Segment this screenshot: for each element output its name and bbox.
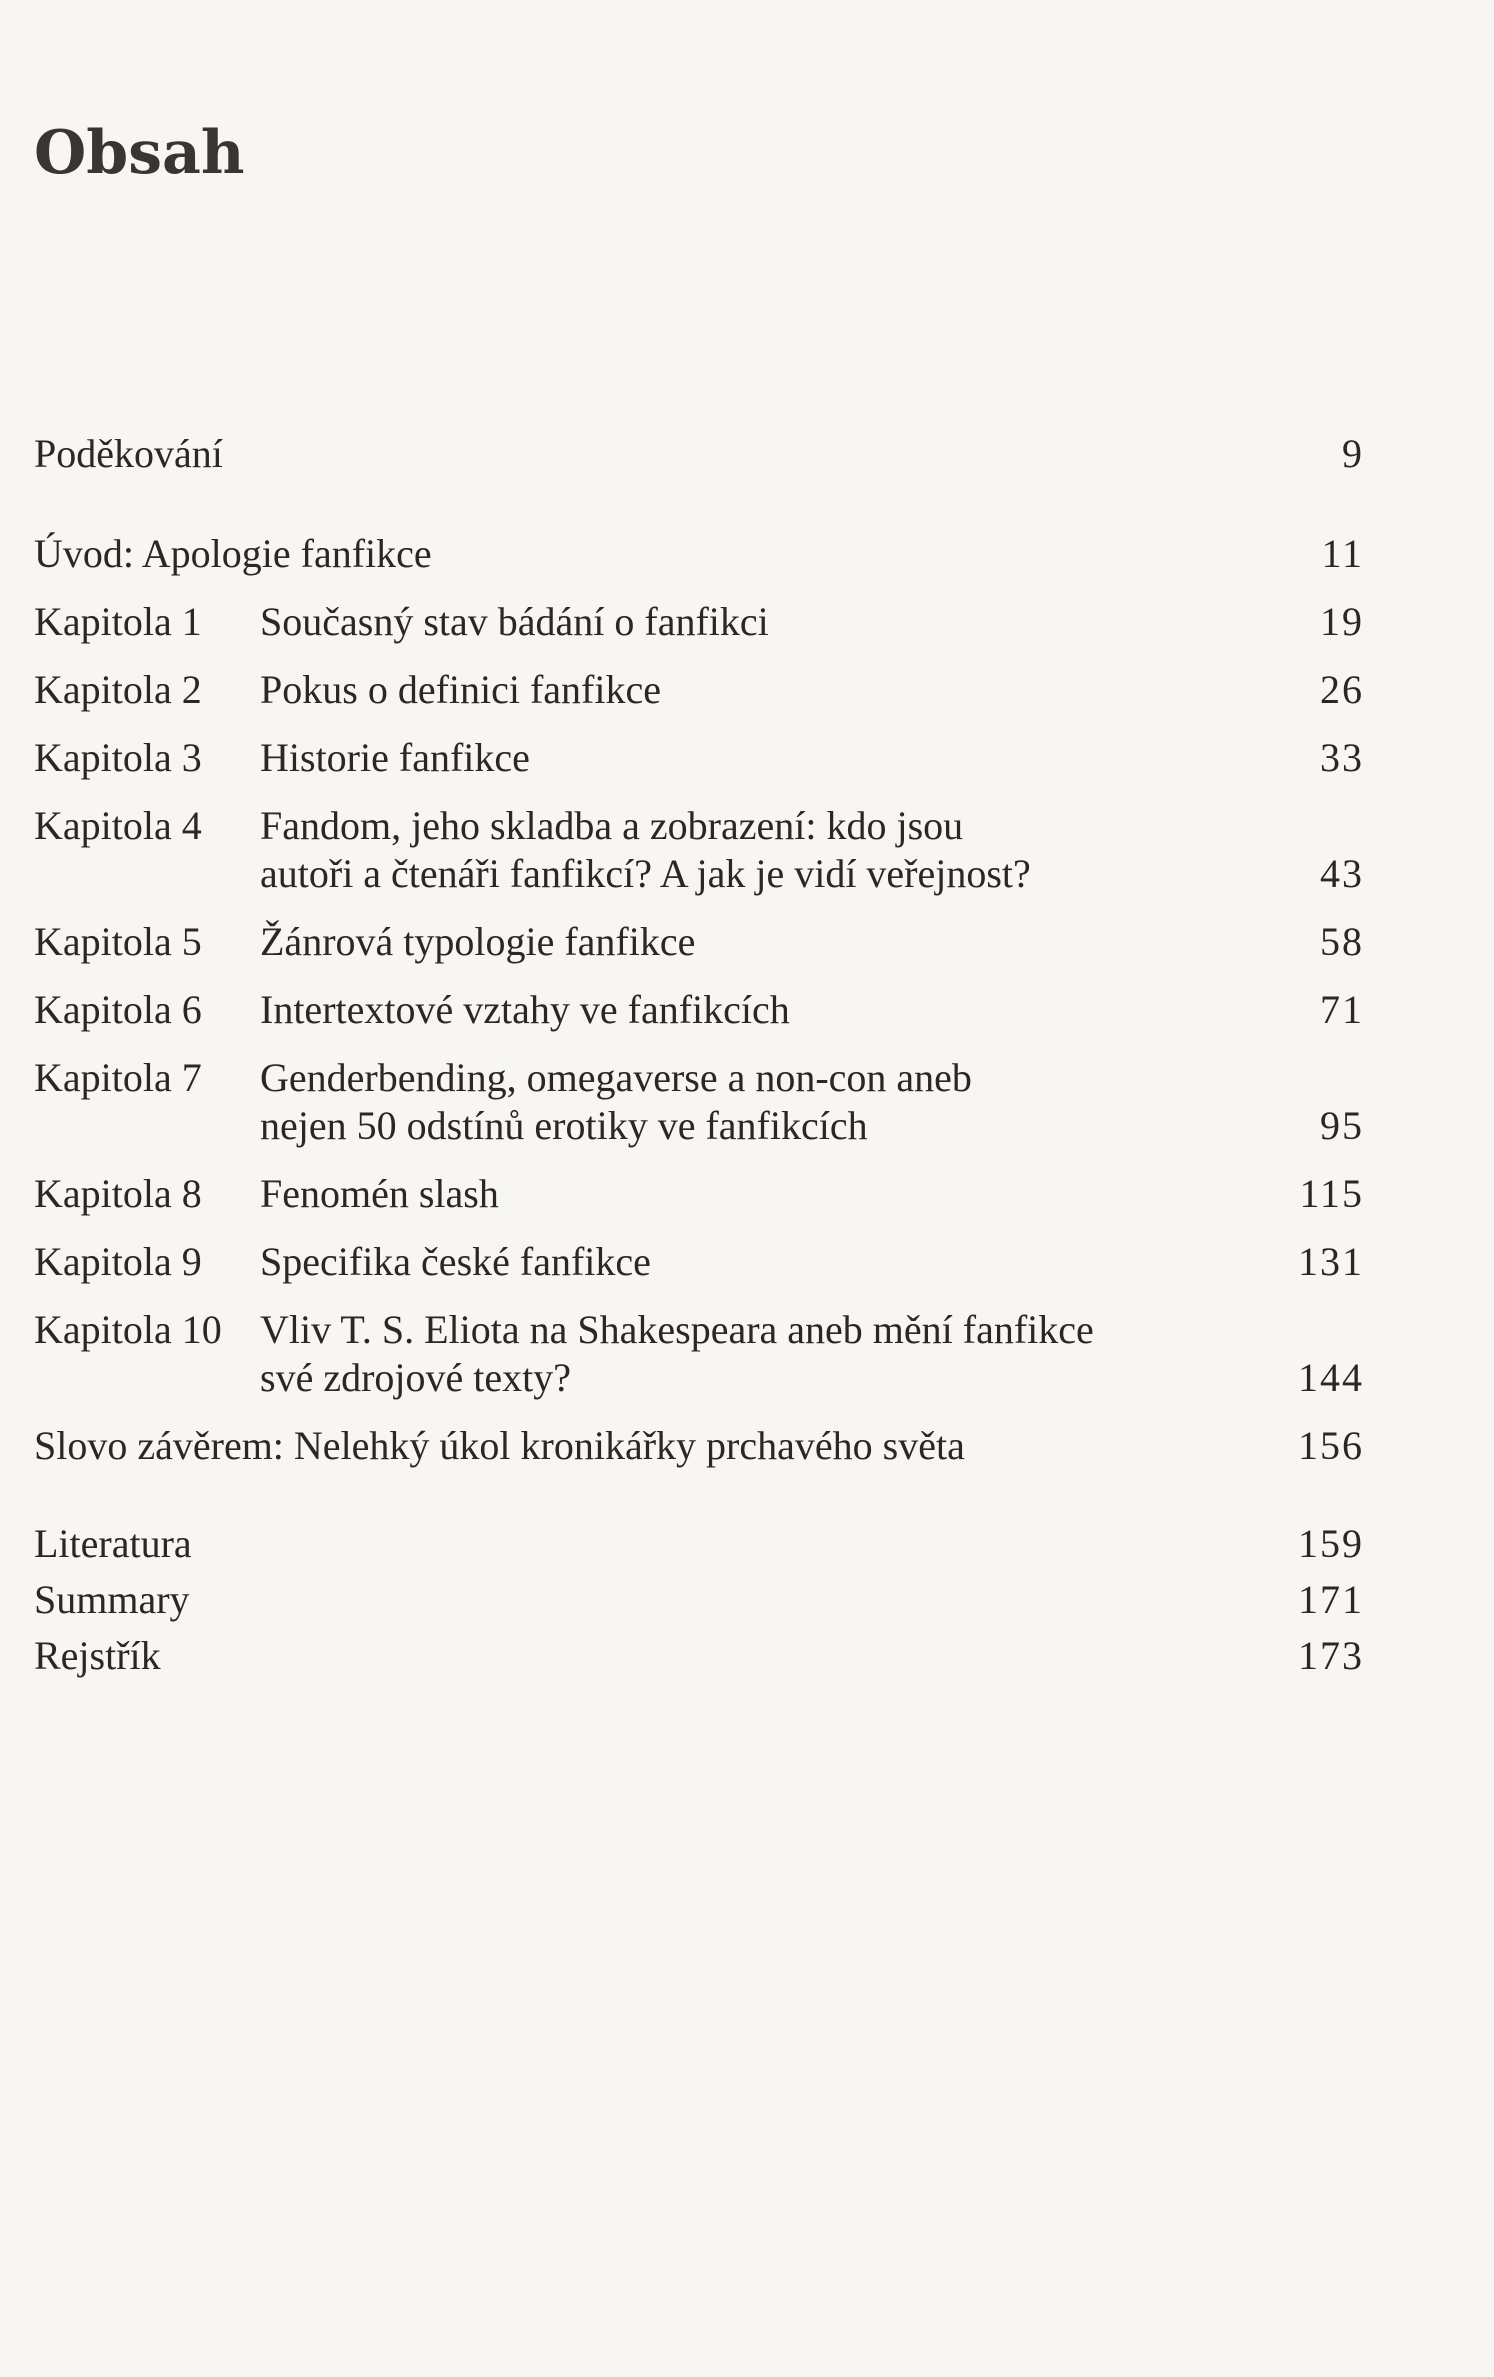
toc-entry-title: Literatura: [34, 1521, 192, 1566]
chapter-label: Kapitola 6: [34, 987, 202, 1032]
toc-page-number: 144: [1298, 1355, 1364, 1400]
toc-entry-title: Poděkování: [34, 431, 223, 476]
toc-entry-title: [260, 1306, 1284, 1402]
toc-page-number: 9: [1342, 431, 1364, 476]
toc-entry: [34, 1054, 1364, 1150]
toc-entry-title-line: nejen 50 odstínů erotiky ve fanfikcích: [260, 1103, 868, 1148]
chapter-label: Kapitola 3: [34, 735, 202, 780]
chapter-label: Kapitola 7: [34, 1055, 202, 1100]
toc-entry-title: Summary: [34, 1577, 190, 1622]
toc-entry: [34, 1170, 1364, 1218]
toc-entry: [34, 734, 1364, 782]
toc-entry-title: Slovo závěrem: Nelehký úkol kronikářky prchavého světa: [34, 1423, 965, 1468]
chapter-label: Kapitola 8: [34, 1171, 202, 1216]
toc-entry-title: Pokus o definici fanfikce: [260, 667, 661, 712]
toc-entry-title: Současný stav bádání o fanfikci: [260, 599, 769, 644]
toc-entry-title: Historie fanfikce: [260, 735, 530, 780]
toc-entry: [34, 1306, 1364, 1402]
chapter-label: Kapitola 2: [34, 667, 202, 712]
toc-page-number: 156: [1298, 1423, 1364, 1468]
toc-entry: [34, 666, 1364, 714]
chapter-label: Kapitola 4: [34, 803, 202, 848]
toc-entry: [34, 1576, 1364, 1624]
toc-page-number: 58: [1320, 919, 1364, 964]
toc-entry: [34, 1238, 1364, 1286]
toc-page-number: 173: [1298, 1633, 1364, 1678]
toc-entry: [34, 530, 1364, 578]
toc-entry: [34, 1632, 1364, 1680]
toc-entry: [34, 986, 1364, 1034]
toc-entry-title: Fenomén slash: [260, 1171, 499, 1216]
toc-entry-title-line: Vliv T. S. Eliota na Shakespeara aneb mění fanfikce: [260, 1307, 1094, 1352]
toc-entry-title-line: Genderbending, omegaverse a non-con aneb: [260, 1055, 972, 1100]
toc-entry-title-line: své zdrojové texty?: [260, 1355, 571, 1400]
toc-page-number: 11: [1321, 531, 1364, 576]
toc-page-number: 159: [1298, 1521, 1364, 1566]
toc-entry-title: Rejstřík: [34, 1633, 161, 1678]
chapter-label: Kapitola 5: [34, 919, 202, 964]
toc-entry: [34, 1422, 1364, 1470]
chapter-label: Kapitola 9: [34, 1239, 202, 1284]
chapter-label: Kapitola 1: [34, 599, 202, 644]
toc-entry: [34, 918, 1364, 966]
toc-page-number: 71: [1320, 987, 1364, 1032]
toc-page-number: 19: [1320, 599, 1364, 644]
chapter-label: Kapitola 10: [34, 1307, 222, 1352]
toc-page-number: 171: [1298, 1577, 1364, 1622]
toc-page-number: 43: [1320, 851, 1364, 896]
toc-entry: [34, 802, 1364, 898]
toc-entry-title: [260, 802, 1284, 898]
toc-entry-title: Intertextové vztahy ve fanfikcích: [260, 987, 790, 1032]
toc-entry-title: Úvod: Apologie fanfikce: [34, 531, 432, 576]
page-title: Obsah: [34, 118, 245, 188]
toc-entry: [34, 1520, 1364, 1568]
toc-entry-title: Žánrová typologie fanfikce: [260, 919, 696, 964]
toc-entry: [34, 598, 1364, 646]
toc-entry-title-line: autoři a čtenáři fanfikcí? A jak je vidí veřejnost?: [260, 851, 1031, 896]
toc-page-number: 33: [1320, 735, 1364, 780]
toc-entry-title: [260, 1054, 1284, 1150]
toc-entry: [34, 430, 1364, 478]
toc-page-number: 95: [1320, 1103, 1364, 1148]
toc-entry-title: Specifika české fanfikce: [260, 1239, 651, 1284]
table-of-contents: [34, 430, 1364, 1688]
toc-page-number: 131: [1298, 1239, 1364, 1284]
toc-page-number: 26: [1320, 667, 1364, 712]
toc-entry-title-line: Fandom, jeho skladba a zobrazení: kdo jsou: [260, 803, 964, 848]
toc-page-number: 115: [1299, 1171, 1364, 1216]
